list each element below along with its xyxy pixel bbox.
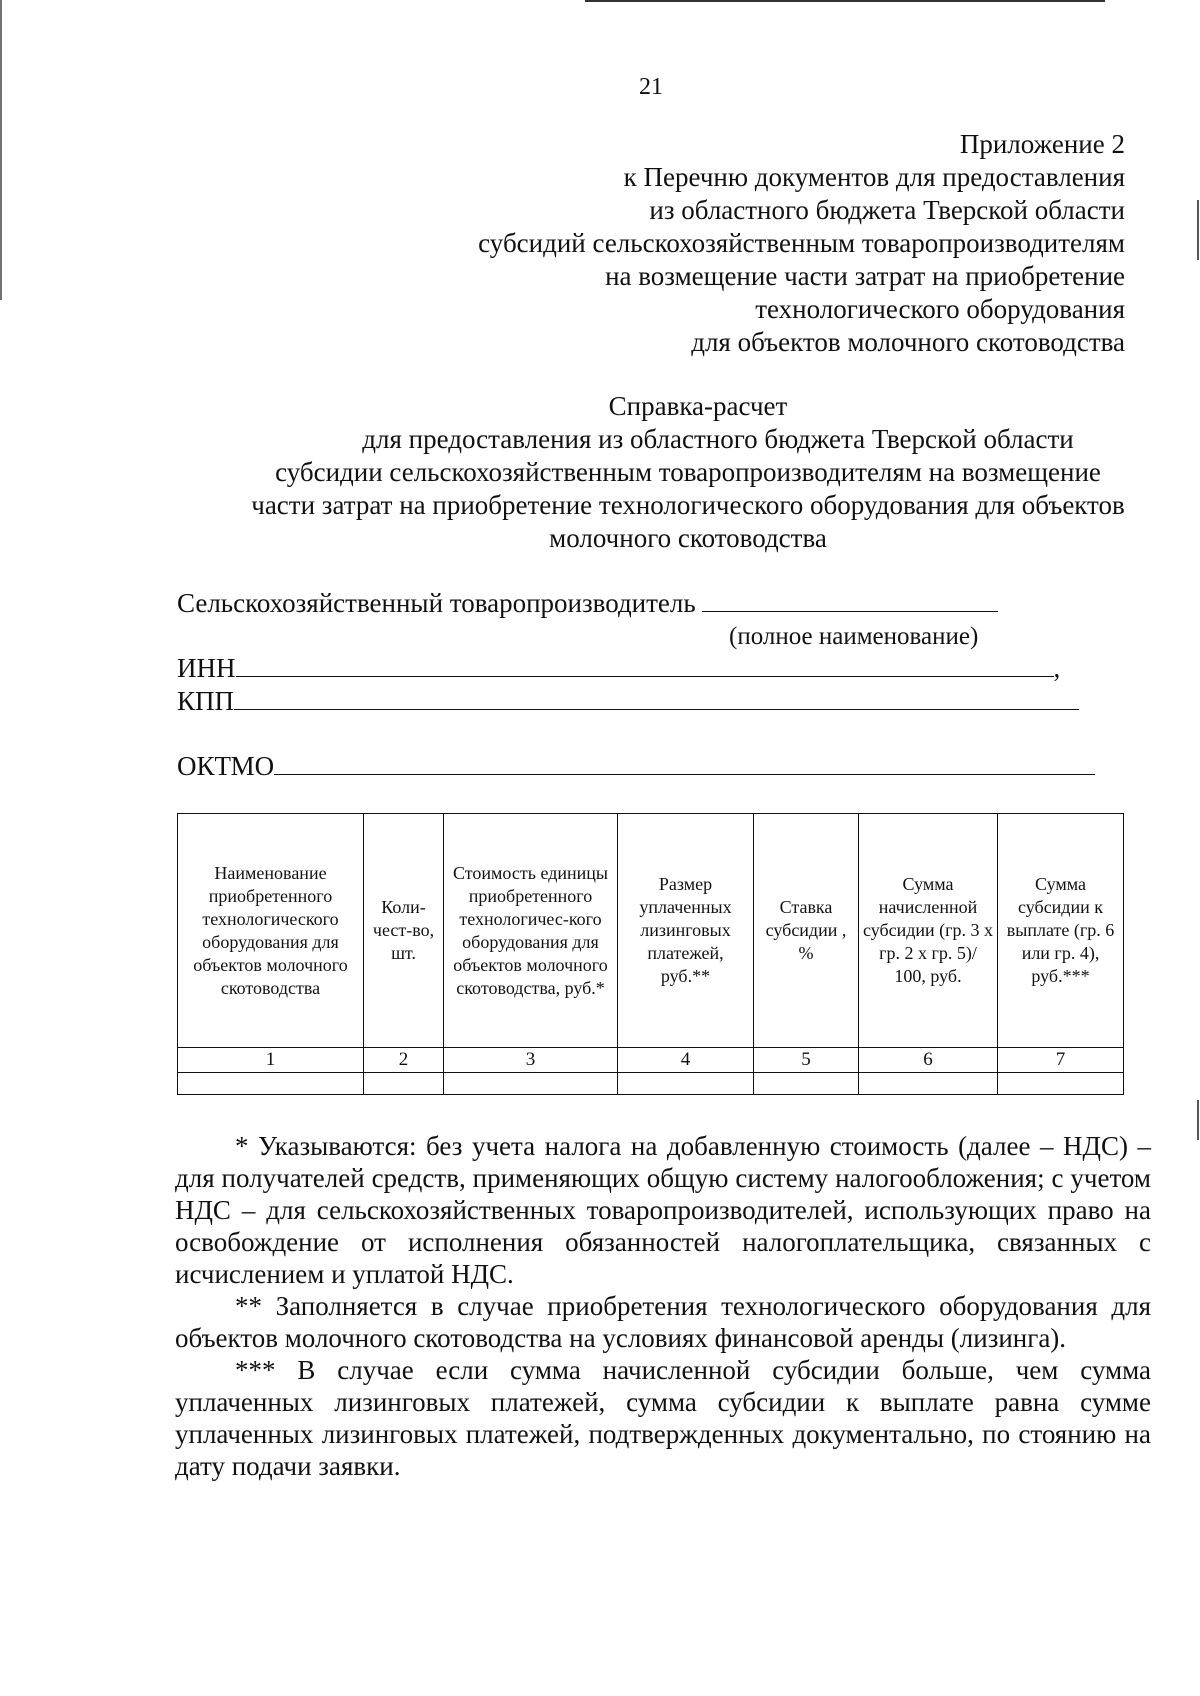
col-header-equipment-name: Наименование приобретенного технологического оборудования для объектов молочного скотоводства: [178, 814, 364, 1048]
inn-label: ИНН: [177, 653, 236, 683]
col-header-accrued-subsidy: Сумма начисленной субсидии (гр. 3 х гр. 2 х гр. 5)/ 100, руб.: [859, 814, 998, 1048]
appendix-line: к Перечню документов для предоставления: [623, 162, 1125, 192]
kpp-field: [177, 683, 1079, 718]
column-number: 5: [754, 1048, 859, 1073]
inn-suffix: ,: [1053, 653, 1061, 683]
oktmo-blank-line[interactable]: [274, 748, 1095, 775]
title-line: для предоставления из областного бюджета Тверской области: [362, 424, 1074, 454]
producer-hint: (полное наименование): [729, 623, 979, 650]
oktmo-field: [177, 748, 1095, 783]
appendix-line: технологического оборудования: [755, 294, 1125, 324]
appendix-line: Приложение 2: [959, 129, 1125, 159]
table-cell[interactable]: [998, 1073, 1124, 1095]
column-number-row: [178, 1048, 1124, 1073]
col-header-quantity: Коли-чест-во, шт.: [364, 814, 444, 1048]
column-number: 1: [178, 1048, 364, 1073]
column-number: 3: [444, 1048, 618, 1073]
table-cell[interactable]: [444, 1073, 618, 1095]
document-title: [170, 390, 1200, 555]
table-cell[interactable]: [178, 1073, 364, 1095]
table-cell[interactable]: [364, 1073, 444, 1095]
producer-blank-line[interactable]: [702, 585, 998, 612]
appendix-line: на возмещение части затрат на приобретение: [605, 261, 1125, 291]
title-line: части затрат на приобретение технологического оборудования для объектов: [251, 490, 1125, 520]
table-cell[interactable]: [859, 1073, 998, 1095]
title-line: молочного скотоводства: [549, 523, 827, 553]
producer-label: Сельскохозяйственный товаропроизводитель: [177, 588, 696, 618]
footnote-1: * Указываются: без учета налога на добавленную стоимость (далее – НДС) – для получателей средств, применяющих общую систему налогообложения; с учетом НДС – для сельскохозяйственных товаропроизводителей, использующих право на освобождение от исполнения обязанностей налогоплательщика, связанных с исчислением и уплатой НДС.: [175, 1131, 1151, 1289]
calculation-table: [177, 813, 1124, 1095]
column-number: 2: [364, 1048, 444, 1073]
table-cell[interactable]: [754, 1073, 859, 1095]
footnote-3: *** В случае если сумма начисленной субсидии больше, чем сумма уплаченных лизинговых платежей, сумма субсидии к выплате равна сумме уплаченных лизинговых платежей, подтвержденных документально, по стоянию на дату подачи заявки.: [175, 1355, 1151, 1481]
oktmo-label: ОКТМО: [177, 751, 275, 781]
footnote-2: ** Заполняется в случае приобретения технологического оборудования для объектов молочного скотоводства на условиях финансовой аренды (лизинга).: [175, 1291, 1151, 1353]
table-cell[interactable]: [618, 1073, 754, 1095]
footnotes: [175, 1130, 1151, 1482]
table-header-row: [178, 814, 1124, 1048]
appendix-line: субсидий сельскохозяйственным товаропроизводителям: [478, 228, 1125, 258]
appendix-line: из областного бюджета Тверской области: [649, 195, 1125, 225]
column-number: 4: [618, 1048, 754, 1073]
col-header-leasing-payments: Размер уплаченных лизинговых платежей, руб.**: [618, 814, 754, 1048]
inn-field: [177, 650, 1060, 685]
kpp-blank-line[interactable]: [234, 683, 1079, 710]
title-heading: Справка-расчет: [608, 391, 788, 421]
kpp-label: КПП: [177, 686, 235, 716]
col-header-subsidy-rate: Ставка субсидии , %: [754, 814, 859, 1048]
col-header-payable-subsidy: Сумма субсидии к выплате (гр. 6 или гр. 4), руб.***: [998, 814, 1124, 1048]
appendix-caption: [365, 128, 1125, 359]
title-line: субсидии сельскохозяйственным товаропроизводителям на возмещение: [275, 457, 1101, 487]
empty-data-row: [178, 1073, 1124, 1095]
page-number: 21: [639, 74, 663, 100]
column-number: 6: [859, 1048, 998, 1073]
producer-field: [177, 585, 998, 620]
column-number: 7: [998, 1048, 1124, 1073]
appendix-line: для объектов молочного скотоводства: [691, 327, 1125, 357]
inn-blank-line[interactable]: [236, 650, 1054, 677]
col-header-unit-cost: Стоимость единицы приобретенного технологичес-кого оборудования для объектов молочного скотоводства, руб.*: [444, 814, 618, 1048]
